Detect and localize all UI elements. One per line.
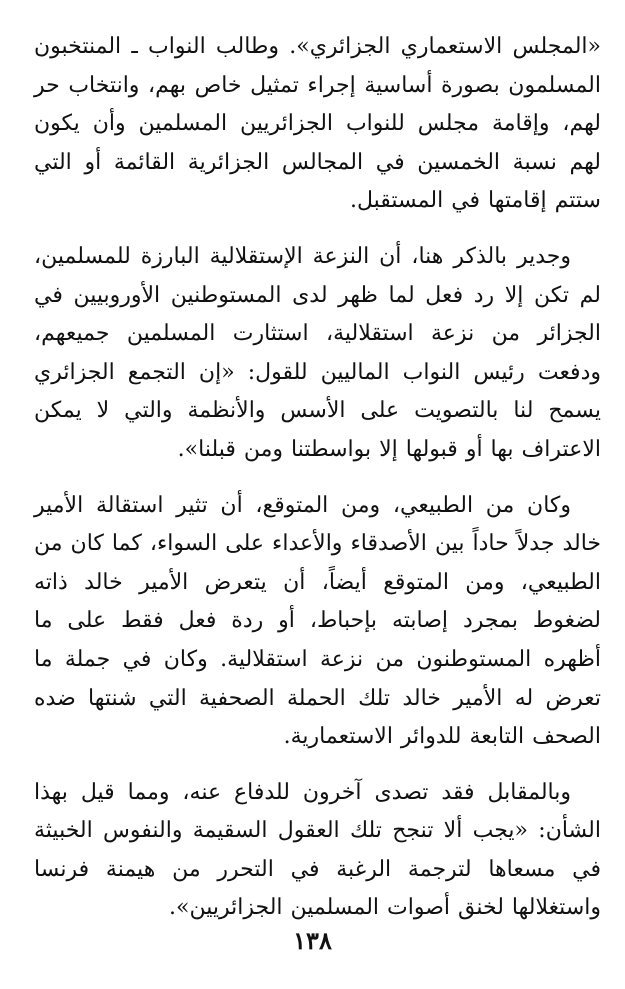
paragraph-1: «المجلس الاستعماري الجزائري». وطالب النواب ـ المنتخبون المسلمون بصورة أساسية إجراء تمثيل خاص بهم، وانتخاب حر لهم، وإقامة مجلس للنواب الجزائريين المسلمين وأن يكون لهم نسبة الخمسين في المجالس الجزائرية القائمة أو التي ستتم إقامتها في المستقبل. [34, 34, 601, 214]
paragraph-4: وبالمقابل فقد تصدى آخرون للدفاع عنه، ومما قيل بهذا الشأن: «يجب ألا تنجح تلك العقول السقيمة والنفوس الخبيثة في مسعاها لترجمة الرغبة في التحرر من هيمنة فرنسا واستغلالها لخنق أصوات المسلمين الجزائريين». [34, 779, 601, 921]
paragraph-2: وجدير بالذكر هنا، أن النزعة الإستقلالية البارزة للمسلمين، لم تكن إلا رد فعل لما ظهر لدى المستوطنين الأوروبيين في الجزائر من نزعة استقلالية، استثارت المسلمين جميعهم، ودفعت رئيس النواب الماليين للقول: «إن التجمع الجزائري يسمح لنا بالتصويت على الأسس والأنظمة والتي لا يمكن الاعتراف بها أو قبولها إلا بواسطتنا ومن قبلنا». [34, 243, 601, 462]
page-body [34, 28, 601, 928]
page-number: ١٣٨ [293, 926, 332, 955]
paragraph-3: وكان من الطبيعي، ومن المتوقع، أن تثير استقالة الأمير خالد جدلاً حاداً بين الأصدقاء والأعداء على السواء، كما كان من الطبيعي، ومن المتوقع أيضاً، أن يتعرض الأمير خالد ذاته لضغوط بمجرد إصابته بإحباط، أو ردة فعل فقط على ما أظهره المستوطنون من نزعة استقلالية. وكان في جملة ما تعرض له الأمير خالد تلك الحملة الصحفية التي شنتها ضده الصحف التابعة للدوائر الاستعمارية. [34, 492, 601, 750]
